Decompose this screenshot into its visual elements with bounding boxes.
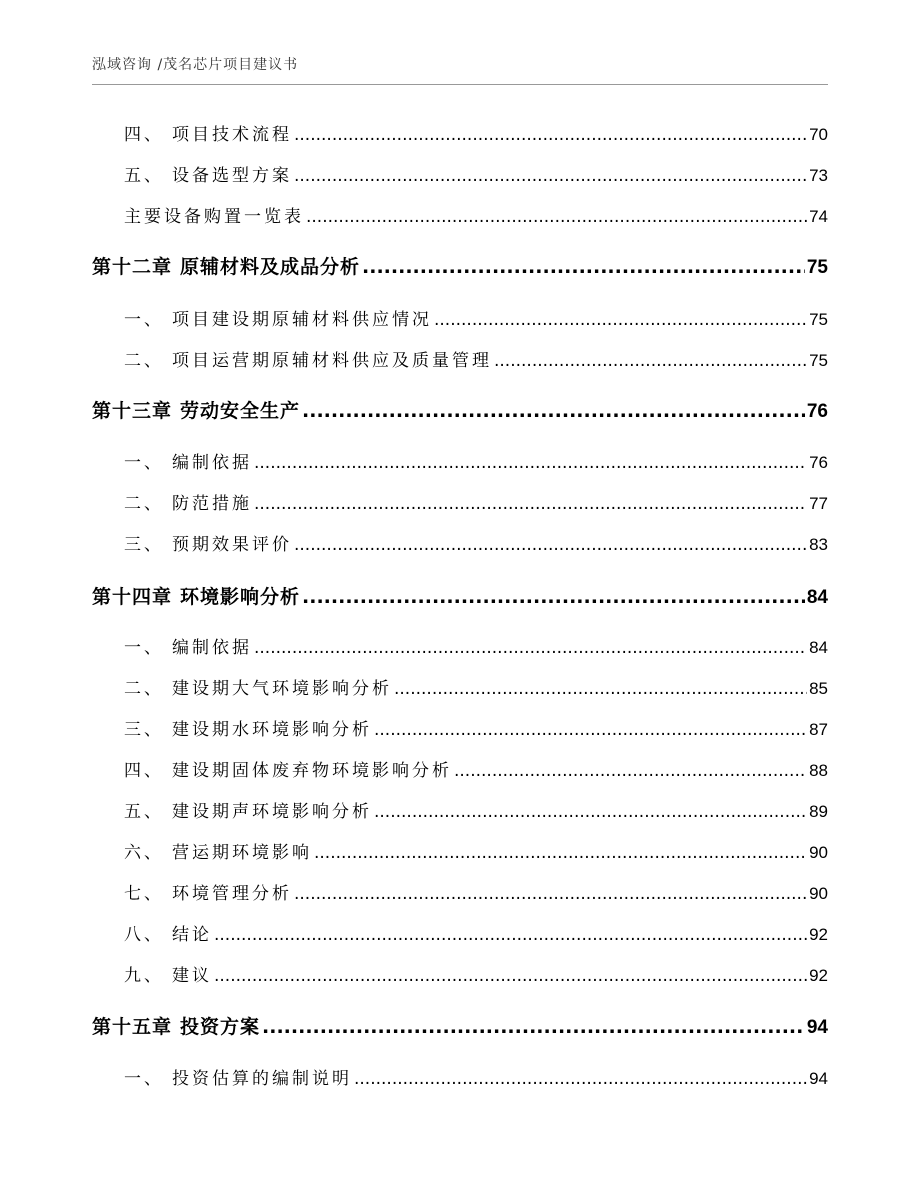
toc-page-number: 75: [809, 310, 828, 329]
toc-title: [124, 530, 292, 555]
toc-title-text: 投资估算的编制说明: [172, 1069, 352, 1089]
toc-section-entry[interactable]: [0, 879, 920, 909]
toc-page-number: 76: [809, 453, 828, 472]
toc-dot-leader: [254, 638, 807, 658]
toc-chapter-entry[interactable]: [0, 1012, 920, 1042]
toc-number: 五、: [124, 802, 164, 822]
toc-line: [124, 448, 828, 473]
toc-title: [92, 582, 300, 609]
toc-title-text: 环境影响分析: [180, 586, 301, 608]
toc-page-number: 94: [809, 1069, 828, 1088]
toc-number: 二、: [124, 351, 164, 371]
toc-dot-leader: [362, 256, 805, 278]
toc-line: [124, 305, 828, 330]
toc-title-text: 建设期固体废弃物环境影响分析: [172, 761, 452, 781]
toc-dot-leader: [294, 535, 807, 555]
toc-number: 二、: [124, 494, 164, 514]
toc-title-text: 建设期声环境影响分析: [172, 802, 372, 822]
toc-title: [124, 161, 292, 186]
toc-line: [124, 161, 828, 186]
toc-line: [124, 756, 828, 781]
toc-title-text: 结论: [172, 925, 212, 945]
toc-title: [124, 346, 492, 371]
toc-line: [124, 346, 828, 371]
toc-number: 一、: [124, 453, 164, 473]
toc-title-text: 建设期大气环境影响分析: [172, 679, 392, 699]
header-divider: [92, 84, 828, 85]
toc-page-number: 88: [809, 761, 828, 780]
toc-title-text: 环境管理分析: [172, 884, 292, 904]
toc-title: [92, 252, 360, 279]
toc-section-entry[interactable]: [0, 202, 920, 232]
toc-dot-leader: [394, 679, 807, 699]
toc-title-text: 防范措施: [172, 494, 252, 514]
toc-dot-leader: [374, 720, 807, 740]
toc-title-text: 编制依据: [172, 453, 252, 473]
toc-page-number: 76: [806, 401, 828, 422]
toc-number: 第十五章: [92, 1016, 173, 1038]
toc-number: 第十四章: [92, 586, 173, 608]
toc-dot-leader: [302, 400, 805, 422]
toc-title-text: 投资方案: [180, 1016, 261, 1038]
toc-number: 四、: [124, 761, 164, 781]
toc-line: [124, 120, 828, 145]
toc-section-entry[interactable]: [0, 920, 920, 950]
toc-line: [124, 633, 828, 658]
toc-line: [124, 838, 828, 863]
toc-number: 一、: [124, 638, 164, 658]
toc-section-entry[interactable]: [0, 161, 920, 191]
toc-section-entry[interactable]: [0, 756, 920, 786]
toc-title-text: 项目运营期原辅材料供应及质量管理: [172, 351, 492, 371]
toc-title-text: 编制依据: [172, 638, 252, 658]
toc-section-entry[interactable]: [0, 674, 920, 704]
toc-title: [124, 120, 292, 145]
toc-title: [124, 202, 304, 227]
toc-line: [124, 961, 828, 986]
toc-section-entry[interactable]: [0, 448, 920, 478]
toc-title-text: 项目技术流程: [172, 125, 292, 145]
toc-page-number: 90: [809, 843, 828, 862]
toc-title: [124, 633, 252, 658]
toc-section-entry[interactable]: [0, 633, 920, 663]
toc-dot-leader: [354, 1069, 807, 1089]
toc-title-text: 主要设备购置一览表: [124, 207, 304, 227]
toc-title: [124, 448, 252, 473]
toc-title: [124, 797, 372, 822]
toc-page-number: 83: [809, 535, 828, 554]
toc-line: [124, 879, 828, 904]
toc-title: [92, 1012, 260, 1039]
toc-page-number: 77: [809, 494, 828, 513]
toc-page-number: 92: [809, 966, 828, 985]
toc-line: [124, 489, 828, 514]
toc-dot-leader: [306, 207, 807, 227]
toc-line: [124, 674, 828, 699]
toc-page-number: 90: [809, 884, 828, 903]
toc-title: [124, 838, 312, 863]
toc-dot-leader: [294, 125, 807, 145]
toc-number: 九、: [124, 966, 164, 986]
toc-title: [124, 756, 452, 781]
toc-title: [92, 396, 300, 423]
toc-page-number: 73: [809, 166, 828, 185]
toc-title-text: 原辅材料及成品分析: [180, 256, 361, 278]
toc-dot-leader: [262, 1016, 805, 1038]
toc-number: 第十二章: [92, 256, 173, 278]
toc-dot-leader: [254, 453, 807, 473]
toc-line: [124, 797, 828, 822]
toc-section-entry[interactable]: [0, 530, 920, 560]
toc-number: 一、: [124, 310, 164, 330]
toc-line: [92, 396, 828, 423]
toc-line: [92, 252, 828, 279]
toc-number: 一、: [124, 1069, 164, 1089]
toc-line: [124, 530, 828, 555]
toc-page-number: 89: [809, 802, 828, 821]
page-header: 泓域咨询 /茂名芯片项目建议书: [92, 57, 299, 73]
toc-page-number: 70: [809, 125, 828, 144]
toc-page-number: 74: [809, 207, 828, 226]
toc-page-number: 84: [809, 638, 828, 657]
toc-page-number: 84: [806, 587, 828, 608]
toc-page-number: 92: [809, 925, 828, 944]
toc-chapter-entry[interactable]: [0, 252, 920, 282]
toc-title: [124, 879, 292, 904]
toc-line: [124, 920, 828, 945]
toc-section-entry[interactable]: [0, 1064, 920, 1094]
toc-title: [124, 961, 212, 986]
toc-dot-leader: [214, 966, 807, 986]
toc-dot-leader: [294, 884, 807, 904]
toc-number: 三、: [124, 720, 164, 740]
toc-title: [124, 1064, 352, 1089]
toc-number: 二、: [124, 679, 164, 699]
toc-dot-leader: [494, 351, 807, 371]
toc-section-entry[interactable]: [0, 961, 920, 991]
toc-line: [124, 715, 828, 740]
toc-dot-leader: [434, 310, 807, 330]
toc-title-text: 营运期环境影响: [172, 843, 312, 863]
toc-section-entry[interactable]: [0, 305, 920, 335]
toc-title-text: 预期效果评价: [172, 535, 292, 555]
toc-section-entry[interactable]: [0, 715, 920, 745]
toc-dot-leader: [374, 802, 807, 822]
toc-title-text: 项目建设期原辅材料供应情况: [172, 310, 432, 330]
toc-line: [92, 582, 828, 609]
toc-title: [124, 489, 252, 514]
toc-title-text: 建议: [172, 966, 212, 986]
toc-number: 四、: [124, 125, 164, 145]
toc-title: [124, 715, 372, 740]
toc-title-text: 劳动安全生产: [180, 400, 301, 422]
toc-dot-leader: [314, 843, 807, 863]
toc-section-entry[interactable]: [0, 797, 920, 827]
toc-chapter-entry[interactable]: [0, 396, 920, 426]
toc-dot-leader: [254, 494, 807, 514]
toc-title: [124, 920, 212, 945]
toc-number: 五、: [124, 166, 164, 186]
toc-page-number: 87: [809, 720, 828, 739]
toc-title: [124, 305, 432, 330]
toc-number: 第十三章: [92, 400, 173, 422]
toc-dot-leader: [294, 166, 807, 186]
toc-line: [92, 1012, 828, 1039]
toc-number: 七、: [124, 884, 164, 904]
toc-title-text: 设备选型方案: [172, 166, 292, 186]
toc-line: [124, 202, 828, 227]
toc-section-entry[interactable]: [0, 120, 920, 150]
toc-page-number: 75: [809, 351, 828, 370]
toc-line: [124, 1064, 828, 1089]
toc-page-number: 94: [806, 1017, 828, 1038]
toc-number: 八、: [124, 925, 164, 945]
toc-page-number: 85: [809, 679, 828, 698]
toc-dot-leader: [302, 586, 805, 608]
toc-section-entry[interactable]: [0, 838, 920, 868]
toc-number: 三、: [124, 535, 164, 555]
toc-section-entry[interactable]: [0, 489, 920, 519]
toc-chapter-entry[interactable]: [0, 582, 920, 612]
toc-dot-leader: [214, 925, 807, 945]
toc-dot-leader: [454, 761, 807, 781]
toc-title-text: 建设期水环境影响分析: [172, 720, 372, 740]
toc-page-number: 75: [806, 257, 828, 278]
toc-title: [124, 674, 392, 699]
toc-number: 六、: [124, 843, 164, 863]
toc-section-entry[interactable]: [0, 346, 920, 376]
